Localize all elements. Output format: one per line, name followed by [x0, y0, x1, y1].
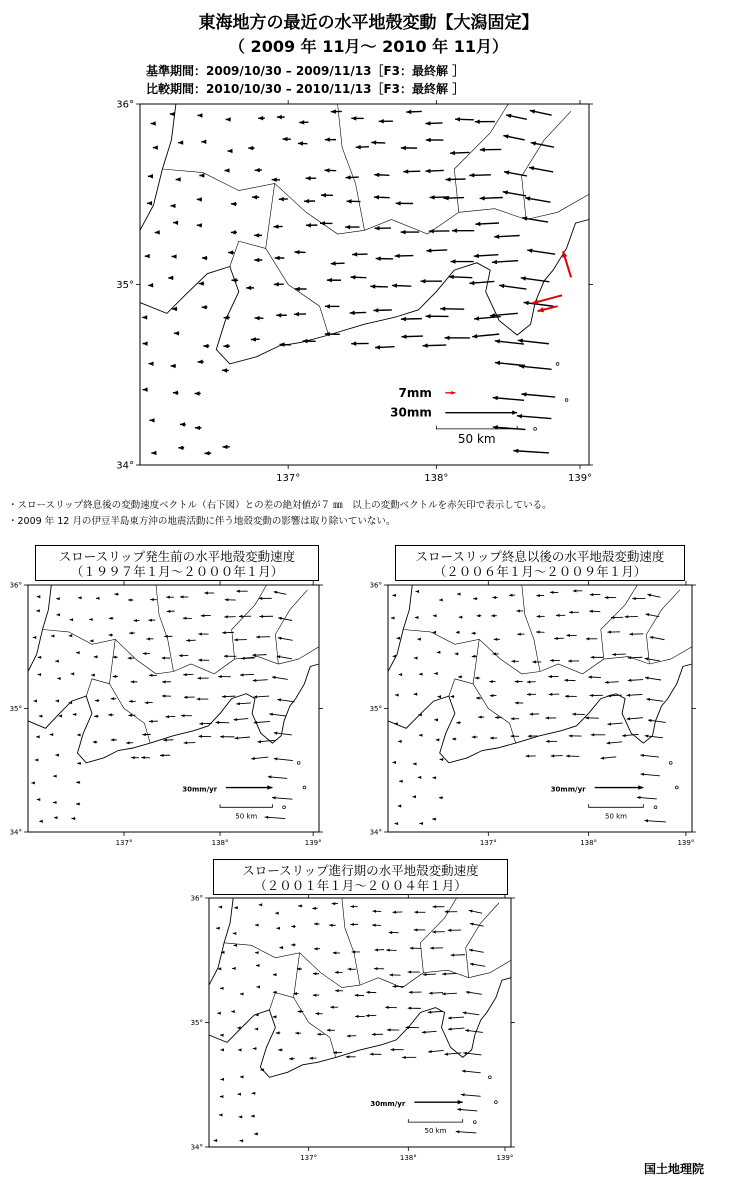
sub3-scale-label: 50 km	[424, 1127, 447, 1136]
sub2-frame	[388, 585, 692, 832]
sub3-lat-label-2: 34°	[190, 1143, 203, 1152]
sub3-legend-black-label: 30mm/yr	[370, 1100, 406, 1109]
sub1-lat-label-0: 36°	[9, 581, 22, 590]
note-red-arrows: ・スロースリップ終息後の変動速度ベクトル（右下図）との差の絶対値が７ ㎜ 以上の変動ベクトルを赤矢印で表示している。	[8, 500, 552, 511]
main-lat-label-1: 35°	[116, 280, 134, 291]
main-lon-label-0: 137°	[276, 473, 301, 484]
sub1-frame	[28, 585, 319, 832]
sub2-legend-black-label: 30mm/yr	[550, 785, 586, 794]
sub1-lon-label-0: 137°	[115, 839, 133, 847]
sub2-lat-label-0: 36°	[369, 581, 382, 590]
sub3-lon-label-2: 139°	[496, 1154, 514, 1162]
main-lat-label-2: 34°	[116, 460, 134, 472]
sub2-lon-label-1: 138°	[580, 839, 598, 847]
sub2-lat-label-1: 35°	[369, 704, 382, 713]
sub-map-after-slow-slip	[370, 581, 696, 847]
sub1-lon-label-1: 138°	[211, 839, 229, 847]
sub-map-3-title	[213, 859, 508, 895]
sub2-scale-label: 50 km	[604, 812, 628, 821]
sub-map-1-title-line2: （１９９７年１月～２０００年１月）	[70, 564, 284, 579]
sub3-lat-label-1: 35°	[190, 1018, 203, 1027]
sub3-lon-label-0: 137°	[300, 1154, 318, 1162]
sub-map-1-title-line1: スロースリップ発生前の水平地殻変動速度	[58, 549, 296, 564]
sub3-lat-label-0: 36°	[190, 894, 203, 903]
sub-map-2-title-line1: スロースリップ終息以後の水平地殻変動速度	[415, 549, 665, 564]
sub3-lon-label-1: 138°	[399, 1154, 417, 1162]
sub1-lat-label-2: 34°	[9, 828, 22, 837]
period-subtitle: （ 2009 年 11月～ 2010 年 11月）	[228, 37, 509, 56]
sub-map-1-title	[35, 545, 319, 581]
main-displacement-map	[116, 100, 593, 485]
base-period: 基準期間：2009/10/30 – 2009/11/13［F3：最終解 ］	[146, 64, 465, 78]
main-frame	[140, 104, 589, 465]
main-scale-label: 50 km	[457, 431, 496, 446]
main-lon-label-1: 138°	[424, 473, 449, 484]
sub1-legend-black-label: 30mm/yr	[182, 785, 218, 794]
sub1-lat-label-1: 35°	[9, 704, 22, 713]
sub2-lon-label-2: 139°	[677, 839, 695, 847]
sub-map-during-slow-slip	[191, 894, 515, 1162]
note-izu-earthquake: ・2009 年 12 月の伊豆半島東方沖の地震活動に伴う地殻変動の影響は取り除いていない。	[8, 516, 396, 527]
sub-map-3-title-line2: （２００１年１月～２００４年１月）	[254, 878, 467, 893]
sub2-lon-label-0: 137°	[479, 839, 497, 847]
sub-map-2-title	[395, 545, 685, 581]
sub1-lon-label-2: 139°	[304, 839, 322, 847]
main-legend-black-label: 30mm	[390, 405, 432, 420]
agency-credit: 国土地理院	[644, 1162, 705, 1176]
main-legend-red-label: 7mm	[398, 385, 432, 400]
main-lat-label-0: 36°	[116, 99, 134, 111]
sub-map-3-title-line1: スロースリップ進行期の水平地殻変動速度	[242, 863, 479, 878]
sub-map-2-title-line2: （２００６年１月～２００９年１月）	[433, 564, 647, 579]
page-title: 東海地方の最近の水平地殻変動【大潟固定】	[198, 13, 539, 33]
sub2-lat-label-2: 34°	[369, 828, 382, 837]
main-lon-label-2: 139°	[567, 473, 593, 484]
sub-map-before-slow-slip	[10, 581, 323, 847]
comparison-period: 比較期間：2010/10/30 – 2010/11/13［F3：最終解 ］	[146, 82, 465, 96]
sub1-scale-label: 50 km	[235, 812, 258, 821]
